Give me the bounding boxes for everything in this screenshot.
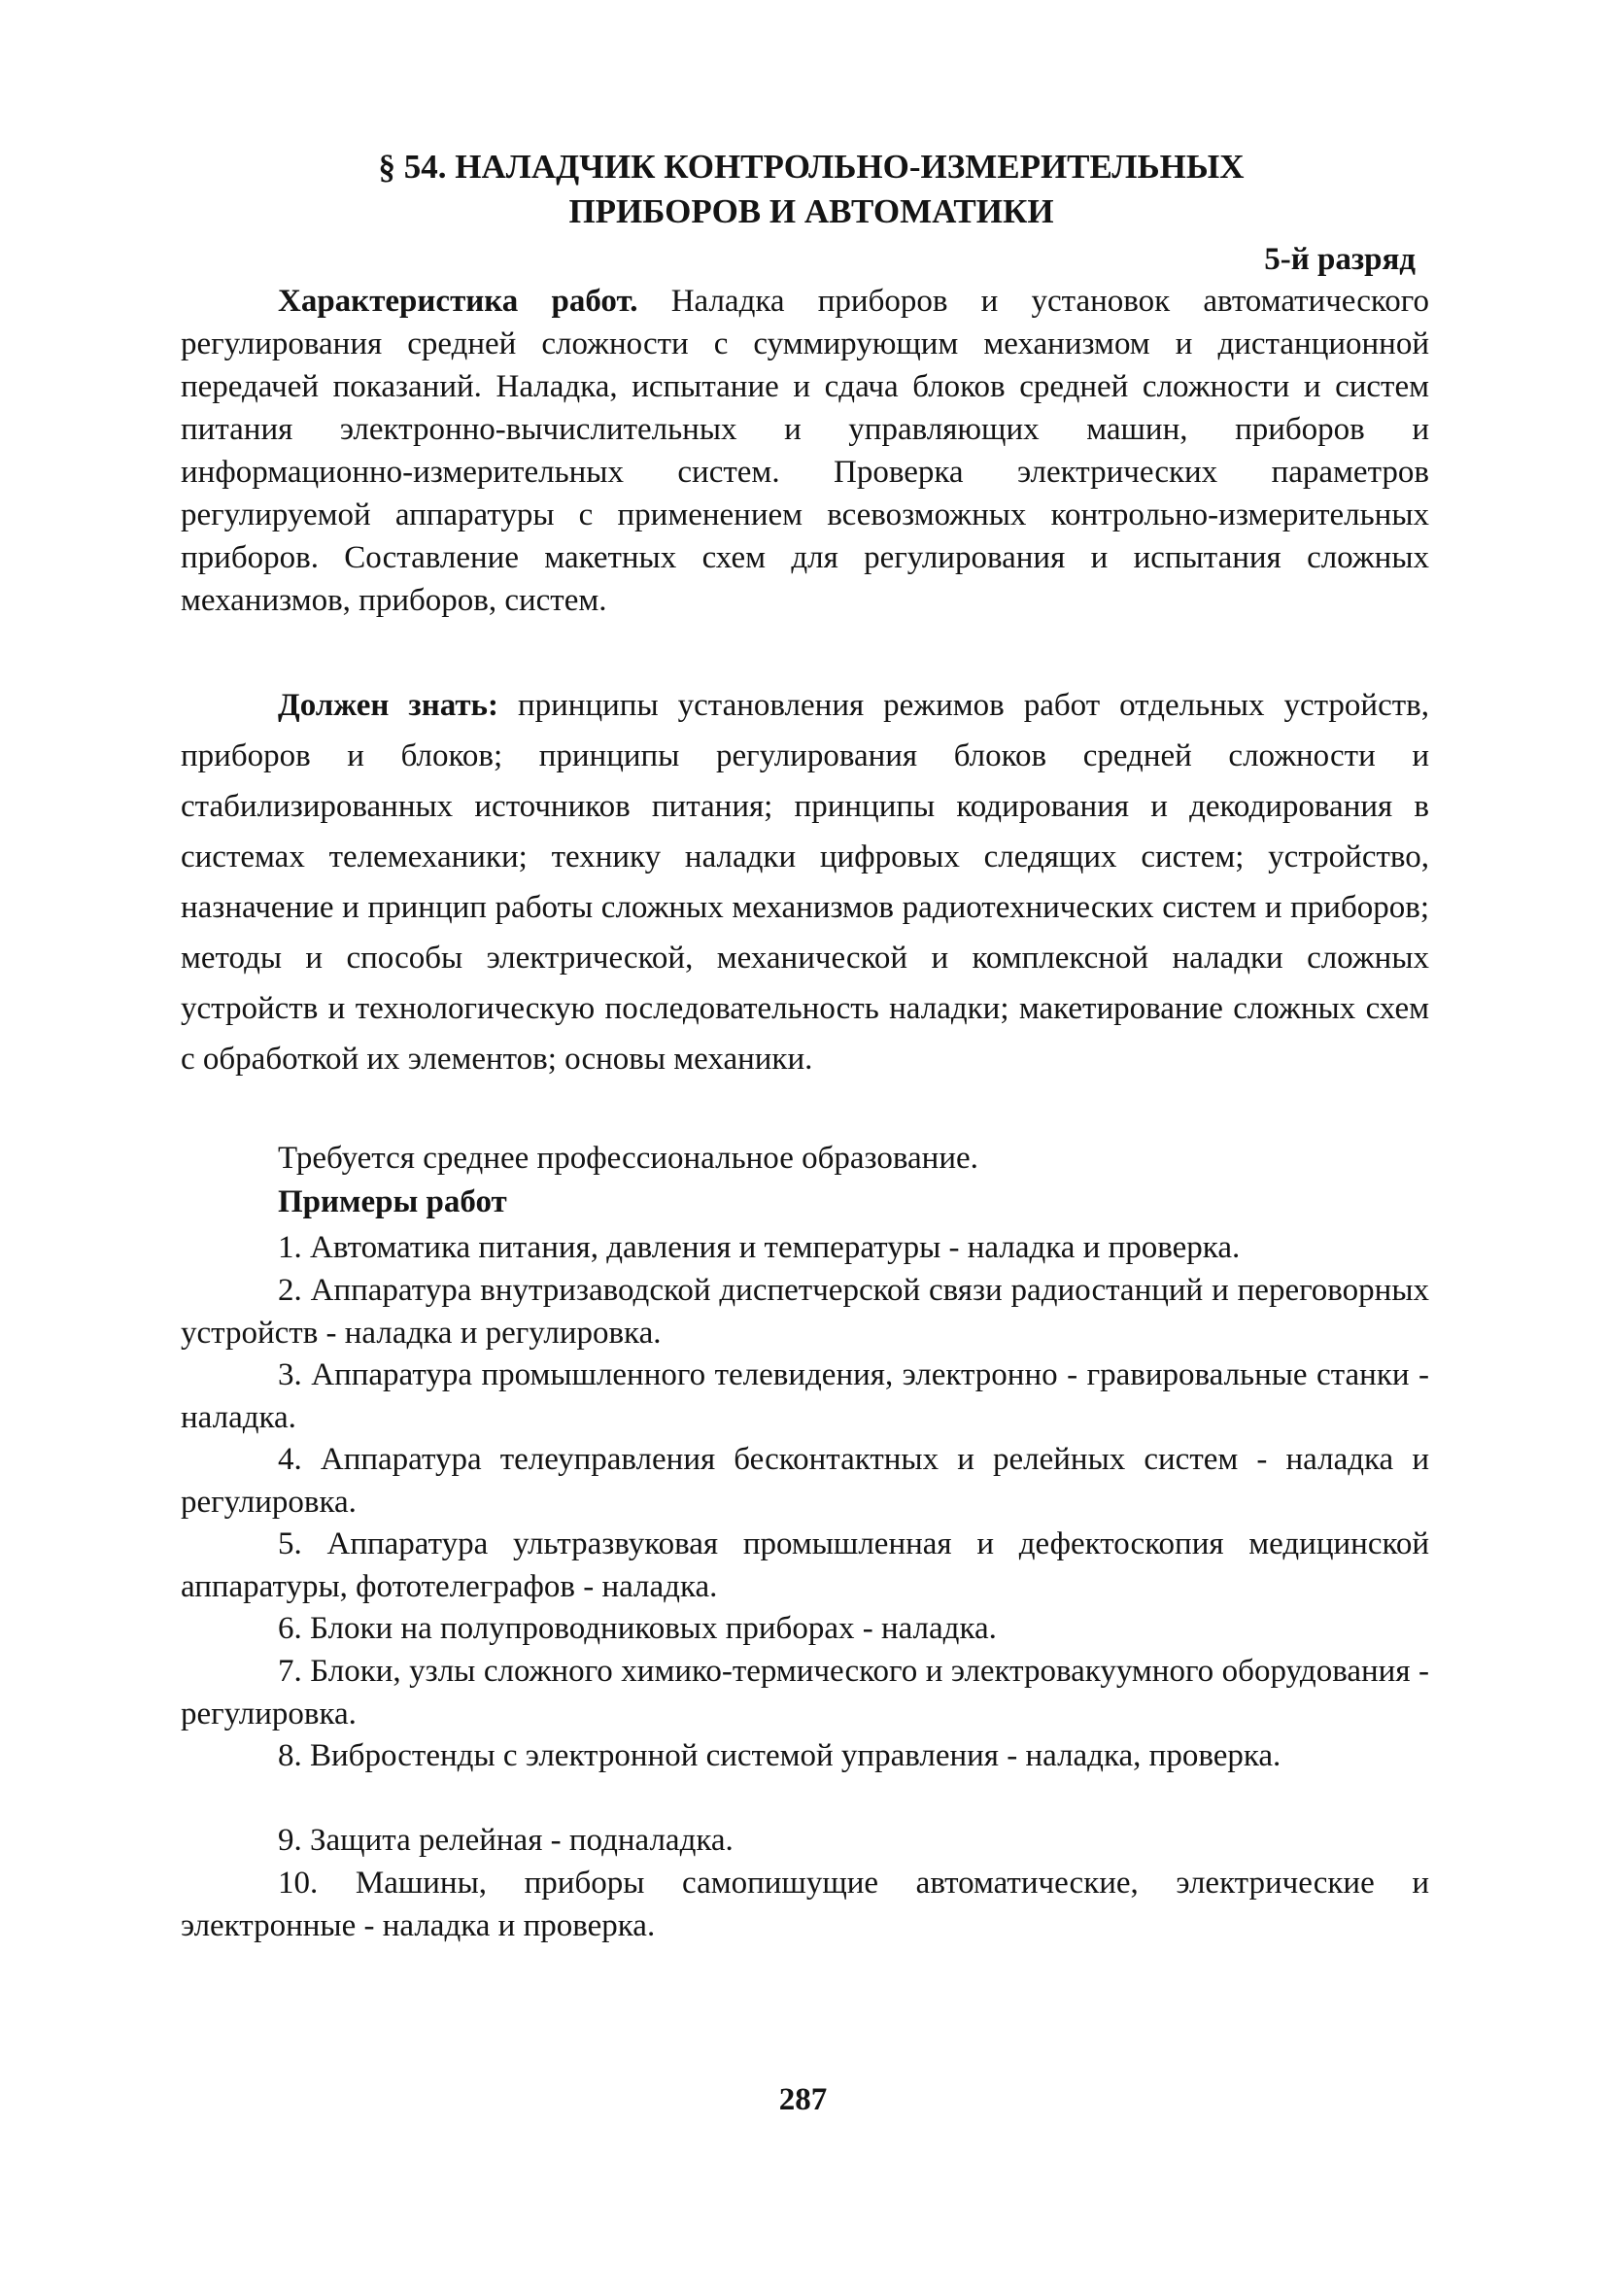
education-requirement: Требуется среднее профессиональное образование. [278,1141,978,1176]
example-item-4: 4. Аппаратура телеуправления бесконтактных и релейных систем - наладка и регулировка. [181,1442,1429,1520]
characteristics-label: Характеристика работ. [278,284,638,319]
example-item-3: 3. Аппаратура промышленного телевидения, электронно - гравировальные станки - наладка. [181,1357,1429,1435]
example-item-9: 9. Защита релейная - подналадка. [278,1823,734,1858]
example-item-5: 5. Аппаратура ультразвуковая промышленная и дефектоскопия медицинской аппаратуры, фототелеграфов - наладка. [181,1526,1429,1604]
page-number: 287 [778,2082,828,2117]
example-item-2: 2. Аппаратура внутризаводской диспетчерской связи радиостанций и переговорных устройств - наладка и регулировка. [181,1273,1429,1351]
example-item-6: 6. Блоки на полупроводниковых приборах - наладка. [278,1611,997,1646]
characteristics-text: Наладка приборов и установок автоматического регулирования средней сложности с суммирующим механизмом и дистанционной передачей показаний. Наладка, испытание и сдача блоков средней сложности и систем питания электронно-вычислительных и управляющих машин, приборов и информационно-измерительных систем. Проверка электрических параметров регулируемой аппаратуры с применением всевозможных контрольно-измерительных приборов. Составление макетных схем для регулирования и испытания сложных механизмов, приборов, систем. [181,284,1429,618]
examples-heading [181,1181,1429,1223]
characteristics-paragraph [181,280,1429,622]
section-title-line1: § 54. НАЛАДЧИК КОНТРОЛЬНО-ИЗМЕРИТЕЛЬНЫХ [378,148,1245,186]
example-item-10: 10. Машины, приборы самопишущие автоматические, электрические и электронные - наладка и проверка. [181,1866,1429,1943]
example-item-1: 1. Автоматика питания, давления и температуры - наладка и проверка. [278,1230,1241,1265]
knowledge-label: Должен знать: [278,688,498,723]
section-title-line2: ПРИБОРОВ И АВТОМАТИКИ [568,192,1054,230]
grade-label: 5-й разряд [1264,242,1416,277]
knowledge-text: принципы установления режимов работ отдельных устройств, приборов и блоков; принципы регулирования блоков средней сложности и стабилизированных источников питания; принципы кодирования и декодирования в системах телемеханики; технику наладки цифровых следящих систем; устройство, назначение и принцип работы сложных механизмов радиотехнических систем и приборов; методы и способы электрической, механической и комплексной наладки сложных устройств и технологическую последовательность наладки; макетирование сложных схем с обработкой их элементов; основы механики. [181,688,1429,1077]
examples-heading-text: Примеры работ [278,1184,507,1219]
example-item-8: 8. Вибростенды с электронной системой управления - наладка, проверка. [278,1738,1281,1773]
example-item-7: 7. Блоки, узлы сложного химико-термического и электровакуумного оборудования - регулировка. [181,1654,1429,1731]
knowledge-paragraph [181,680,1429,1084]
